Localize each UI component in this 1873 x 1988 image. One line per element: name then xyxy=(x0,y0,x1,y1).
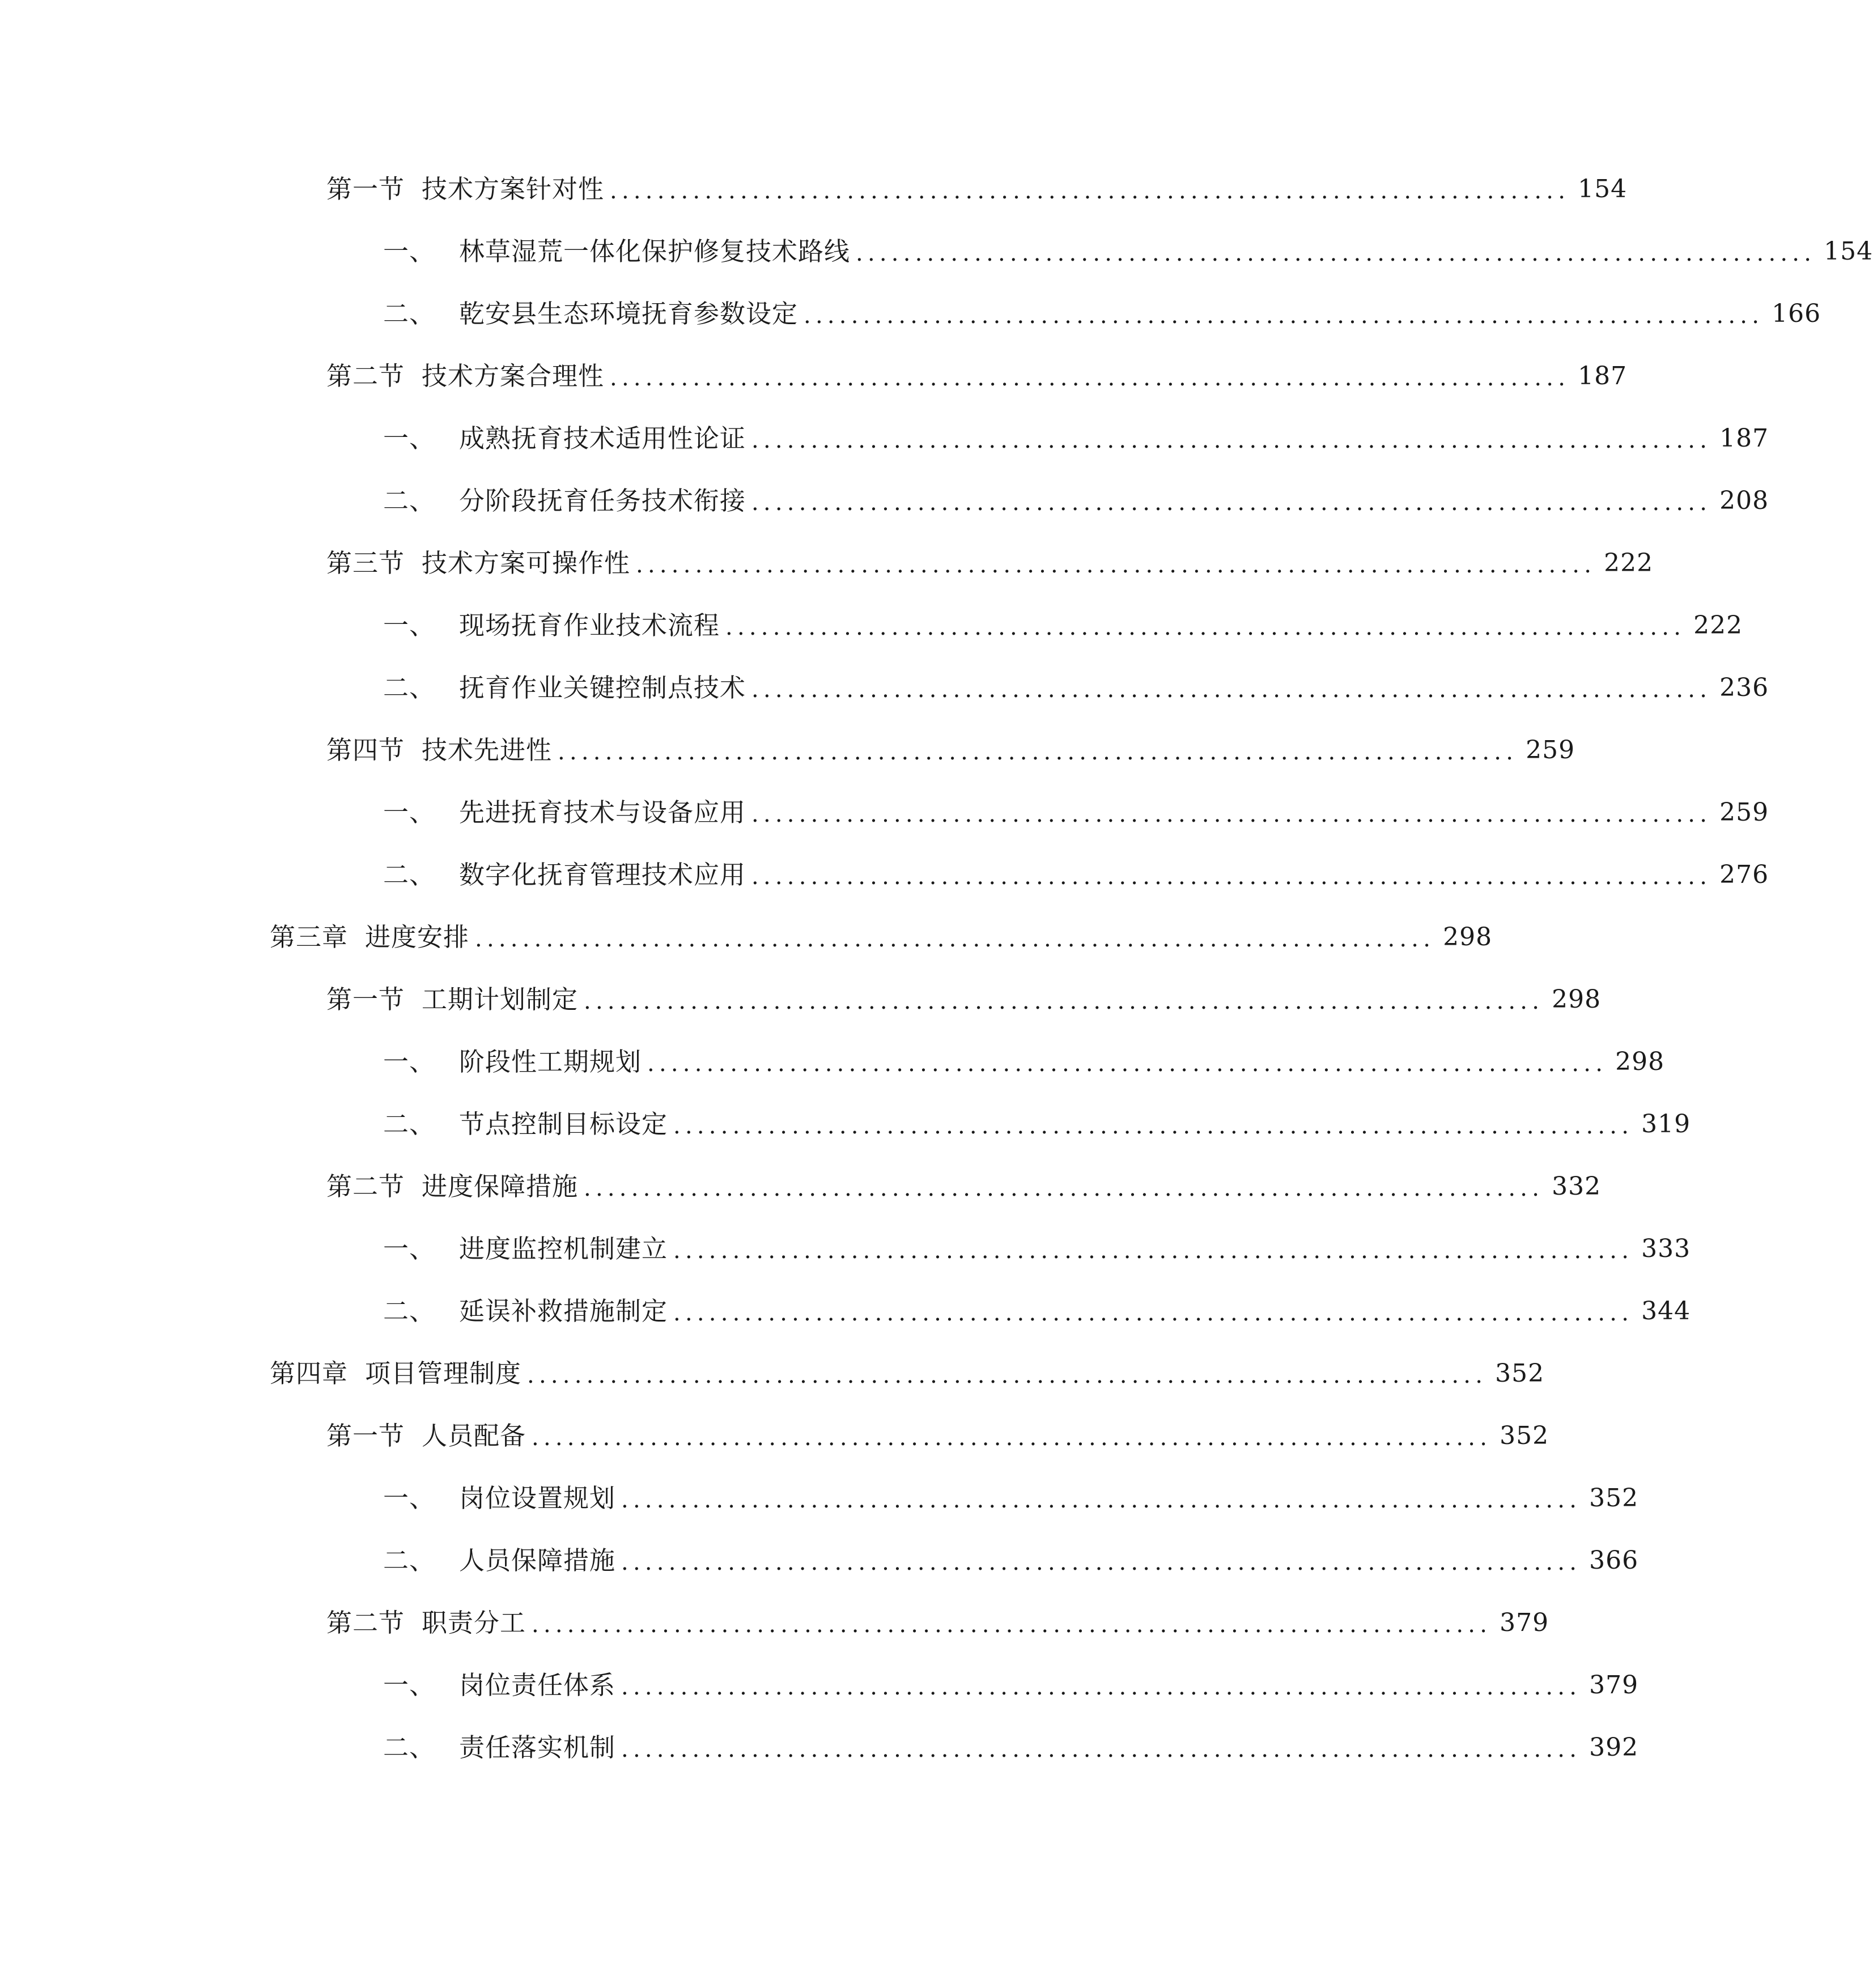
toc-entry-title xyxy=(383,1229,668,1269)
toc-leader-dots: ................................................................................. xyxy=(621,1487,1582,1513)
toc-entry-number: 第四章 xyxy=(270,1358,349,1388)
toc-entry[interactable] xyxy=(383,668,1769,708)
toc-entry-number: 第一节 xyxy=(326,1421,405,1451)
toc-entry-number: 第二节 xyxy=(326,1608,405,1638)
toc-entry[interactable] xyxy=(326,1166,1602,1207)
toc-leader-dots: ................................................................................. xyxy=(673,1300,1634,1326)
toc-entry-label: 进度监控机制建立 xyxy=(459,1234,668,1264)
toc-entry[interactable] xyxy=(270,1353,1545,1394)
toc-leader-dots: ................................................................................. xyxy=(621,1736,1582,1762)
toc-page-number: 276 xyxy=(1719,860,1769,889)
toc-entry[interactable] xyxy=(326,1603,1549,1643)
toc-entry-number: 第四节 xyxy=(326,735,405,765)
toc-leader-dots: ................................................................................. xyxy=(532,1425,1492,1451)
toc-leader-dots: ................................................................................. xyxy=(527,1362,1488,1388)
toc-entry[interactable] xyxy=(326,356,1628,397)
toc-entry-title xyxy=(383,1727,615,1768)
toc-entry[interactable] xyxy=(383,481,1769,521)
toc-entry-label: 工期计划制定 xyxy=(422,984,579,1014)
toc-entry-label: 节点控制目标设定 xyxy=(459,1109,668,1139)
toc-entry-title xyxy=(383,1665,615,1706)
toc-entry[interactable] xyxy=(383,605,1743,646)
toc-entry-label: 分阶段抚育任务技术衔接 xyxy=(459,486,746,516)
toc-entry-title xyxy=(326,730,552,771)
toc-entry-title xyxy=(326,979,578,1020)
toc-entry-number: 一、 xyxy=(383,1234,436,1264)
toc-entry-title xyxy=(383,1291,668,1332)
toc-entry-number: 第一节 xyxy=(326,984,405,1014)
toc-entry-number: 一、 xyxy=(383,1047,436,1077)
toc-leader-dots: ................................................................................. xyxy=(751,427,1712,453)
toc-leader-dots: ................................................................................. xyxy=(621,1674,1582,1700)
toc-entry-number: 二、 xyxy=(383,299,436,329)
toc-entry-title xyxy=(383,605,720,646)
toc-page-number: 208 xyxy=(1719,486,1769,515)
toc-page-number: 392 xyxy=(1589,1733,1639,1762)
toc-entry-label: 职责分工 xyxy=(422,1608,526,1638)
toc-entry-title xyxy=(383,855,746,895)
toc-entry-label: 阶段性工期规划 xyxy=(459,1047,642,1077)
toc-page-number: 259 xyxy=(1719,798,1769,827)
toc-page-number: 187 xyxy=(1578,362,1628,390)
toc-entry[interactable] xyxy=(326,169,1628,210)
toc-entry[interactable] xyxy=(383,1104,1691,1145)
toc-entry[interactable] xyxy=(383,1291,1691,1332)
toc-entry[interactable] xyxy=(383,418,1769,459)
toc-entry-label: 延误补救措施制定 xyxy=(459,1296,668,1326)
toc-page-number: 222 xyxy=(1604,549,1654,577)
toc-entry-number: 第三章 xyxy=(270,922,349,952)
toc-page-number: 319 xyxy=(1641,1110,1691,1139)
toc-page-number: 236 xyxy=(1719,673,1769,702)
toc-entry-label: 人员配备 xyxy=(422,1421,526,1451)
toc-entry[interactable] xyxy=(326,979,1602,1020)
toc-entry-number: 二、 xyxy=(383,1296,436,1326)
toc-page-number: 366 xyxy=(1589,1546,1639,1575)
toc-page-number: 332 xyxy=(1552,1172,1602,1201)
toc-entry[interactable] xyxy=(383,1727,1639,1768)
toc-entry-title xyxy=(326,169,604,210)
toc-leader-dots: ................................................................................. xyxy=(584,988,1544,1014)
toc-page-number: 298 xyxy=(1552,985,1602,1014)
toc-entry-number: 一、 xyxy=(383,236,436,266)
toc-page-number: 379 xyxy=(1500,1608,1549,1637)
toc-leader-dots: ................................................................................. xyxy=(584,1175,1544,1201)
toc-page-number: 379 xyxy=(1589,1671,1639,1700)
toc-leader-dots: ................................................................................. xyxy=(647,1051,1608,1077)
toc-entry-label: 进度保障措施 xyxy=(422,1171,579,1201)
toc-leader-dots: ................................................................................. xyxy=(621,1549,1582,1575)
toc-entry-label: 技术方案可操作性 xyxy=(422,548,631,578)
toc-entry-number: 二、 xyxy=(383,673,436,703)
toc-entry-number: 二、 xyxy=(383,486,436,516)
toc-leader-dots: ................................................................................. xyxy=(751,864,1712,890)
toc-page-number: 333 xyxy=(1641,1234,1691,1263)
toc-entry-number: 一、 xyxy=(383,1670,436,1700)
toc-entry[interactable] xyxy=(383,1478,1639,1519)
toc-leader-dots: ................................................................................. xyxy=(610,178,1570,204)
toc-entry-title xyxy=(383,1478,615,1519)
toc-page-number: 259 xyxy=(1526,736,1575,764)
toc-entry[interactable] xyxy=(383,1042,1665,1082)
toc-page-number: 298 xyxy=(1615,1047,1665,1076)
toc-entry-number: 第一节 xyxy=(326,174,405,204)
toc-page-number: 187 xyxy=(1719,424,1769,453)
toc-entry[interactable] xyxy=(326,730,1575,771)
toc-entry-title xyxy=(383,668,746,708)
toc-entry-label: 技术方案合理性 xyxy=(422,361,605,391)
toc-entry-label: 责任落实机制 xyxy=(459,1732,616,1762)
toc-entry-label: 岗位责任体系 xyxy=(459,1670,616,1700)
toc-entry-title xyxy=(326,1603,526,1643)
toc-entry[interactable] xyxy=(383,792,1769,833)
toc-entry[interactable] xyxy=(326,543,1654,584)
toc-entry-number: 一、 xyxy=(383,423,436,453)
toc-entry-number: 一、 xyxy=(383,1483,436,1513)
toc-entry-title xyxy=(326,1166,578,1207)
toc-leader-dots: ................................................................................. xyxy=(673,1113,1634,1139)
toc-entry-number: 二、 xyxy=(383,860,436,890)
toc-entry[interactable] xyxy=(270,917,1493,958)
toc-leader-dots: ................................................................................. xyxy=(751,677,1712,703)
toc-page-number: 352 xyxy=(1589,1484,1639,1513)
toc-leader-dots: ................................................................................. xyxy=(610,365,1570,391)
toc-entry-number: 一、 xyxy=(383,797,436,827)
toc-leader-dots: ................................................................................. xyxy=(751,490,1712,516)
toc-entry-title xyxy=(383,418,746,459)
toc-entry-title xyxy=(383,294,798,334)
toc-entry[interactable] xyxy=(383,1665,1639,1706)
toc-page-number: 344 xyxy=(1641,1297,1691,1326)
toc-entry-number: 第三节 xyxy=(326,548,405,578)
toc-entry-label: 现场抚育作业技术流程 xyxy=(459,610,720,640)
toc-page-number: 154 xyxy=(1578,175,1628,203)
toc-entry[interactable] xyxy=(383,231,1873,272)
toc-leader-dots: ................................................................................. xyxy=(804,303,1764,329)
toc-entry-label: 进度安排 xyxy=(365,922,470,952)
toc-entry-label: 乾安县生态环境抚育参数设定 xyxy=(459,299,799,329)
toc-entry-label: 技术方案针对性 xyxy=(422,174,605,204)
toc-entry-number: 二、 xyxy=(383,1732,436,1762)
toc-leader-dots: ................................................................................. xyxy=(673,1238,1634,1264)
toc-entry-number: 第二节 xyxy=(326,1171,405,1201)
toc-leader-dots: ................................................................................. xyxy=(751,801,1712,827)
toc-entry-title xyxy=(326,1416,526,1456)
toc-leader-dots: ................................................................................. xyxy=(636,552,1596,578)
toc-entry-number: 一、 xyxy=(383,610,436,640)
toc-entry-title xyxy=(383,1104,668,1145)
toc-entry-label: 林草湿荒一体化保护修复技术路线 xyxy=(459,236,851,266)
toc-leader-dots: ................................................................................. xyxy=(558,739,1518,765)
toc-leader-dots: ................................................................................. xyxy=(725,614,1686,640)
toc-entry-title xyxy=(383,792,746,833)
toc-entry[interactable] xyxy=(383,294,1821,334)
toc-entry-label: 数字化抚育管理技术应用 xyxy=(459,860,746,890)
toc-leader-dots: ................................................................................. xyxy=(856,240,1816,266)
toc-page-number: 154 xyxy=(1824,237,1873,266)
toc-entry-label: 成熟抚育技术适用性论证 xyxy=(459,423,746,453)
toc-page-number: 352 xyxy=(1495,1359,1545,1388)
toc-page-number: 222 xyxy=(1693,611,1743,640)
toc-entry-title xyxy=(383,231,850,272)
toc-leader-dots: ................................................................................. xyxy=(475,926,1435,952)
toc-entry-title xyxy=(270,917,469,958)
toc-entry[interactable] xyxy=(383,1229,1691,1269)
toc-entry-label: 人员保障措施 xyxy=(459,1545,616,1575)
toc-entry[interactable] xyxy=(383,1540,1639,1581)
toc-entry-title xyxy=(383,1540,615,1581)
toc-entry-label: 项目管理制度 xyxy=(365,1358,522,1388)
toc-entry-title xyxy=(270,1353,521,1394)
toc-entry-label: 岗位设置规划 xyxy=(459,1483,616,1513)
toc-entry-label: 抚育作业关键控制点技术 xyxy=(459,673,746,703)
toc-entry-title xyxy=(326,356,604,397)
toc-entry-title xyxy=(326,543,630,584)
toc-entry[interactable] xyxy=(326,1416,1549,1456)
toc-page-number: 352 xyxy=(1500,1421,1549,1450)
toc-entry[interactable] xyxy=(383,855,1769,895)
toc-entry-title xyxy=(383,481,746,521)
toc-entry-label: 先进抚育技术与设备应用 xyxy=(459,797,746,827)
toc-entry-number: 二、 xyxy=(383,1109,436,1139)
toc-entry-label: 技术先进性 xyxy=(422,735,553,765)
toc-entry-title xyxy=(383,1042,642,1082)
toc-leader-dots: ................................................................................. xyxy=(532,1612,1492,1638)
toc-entry-number: 第二节 xyxy=(326,361,405,391)
toc-entry-number: 二、 xyxy=(383,1545,436,1575)
toc-page-number: 298 xyxy=(1443,923,1493,951)
toc-page-number: 166 xyxy=(1772,299,1821,328)
